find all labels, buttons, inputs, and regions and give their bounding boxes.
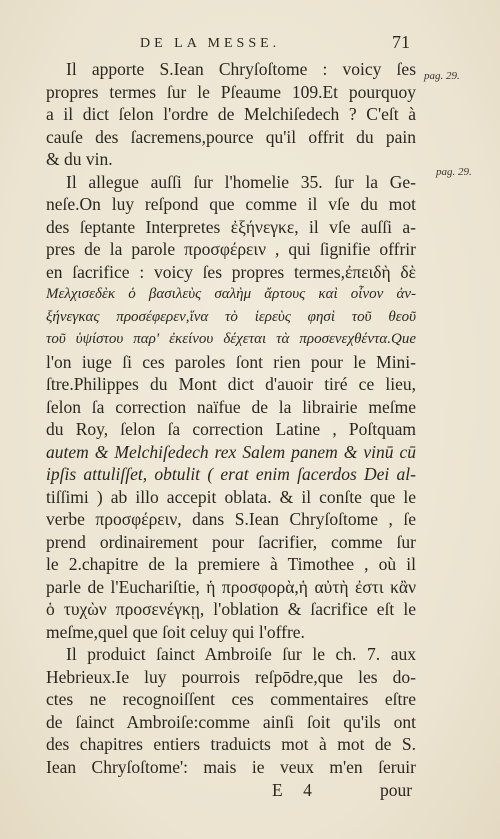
- text-line: Il allegue auſſi ſur l'homelie 35. ſur la Ge-: [66, 171, 416, 192]
- text-line: ſelon ſa correction naïfue de la librairie meſme: [46, 396, 416, 417]
- text-line: Il produict ſainct Ambroiſe ſur le ch. 7. aux: [66, 644, 416, 664]
- latin-quote-line: ipſis attuliſſet, obtulit ( erat enim ſacerdos Dei al-: [46, 464, 416, 484]
- latin-quote-line: autem & Melchiſedech rex Salem panem & vinū cū: [46, 441, 416, 462]
- text-line: du Roy, ſelon ſa correction Latine , Poſtquam: [46, 419, 416, 439]
- body-text: [46, 58, 416, 778]
- page-footer: [0, 780, 500, 804]
- text-line: propres termes ſur le Pſeaume 109.Et pourquoy: [46, 81, 416, 102]
- catchword: pour: [380, 780, 413, 800]
- page-number: 71: [392, 32, 410, 52]
- text-line: Hebrieux.Ie luy pourrois reſpōdre,que les do-: [46, 666, 416, 687]
- greek-quote-line: Μελχισεδὲκ ὁ βασιλεὺς σαλὴμ ἄρτους καὶ οἶνον ἀν-: [46, 286, 416, 302]
- text-line: cauſe des ſacremens,pource qu'il offrit du pain: [46, 126, 416, 147]
- text-line: de ſainct Ambroiſe:comme ainſi ſoit qu'ils ont: [46, 711, 416, 732]
- text-line: a il dict ſelon l'ordre de Melchiſedech ? C'eſt à: [46, 104, 416, 124]
- margin-note: pag. 29.: [424, 70, 460, 82]
- margin-note: pag. 29.: [436, 166, 472, 178]
- text-line: pres de la parole προσφέρειν , qui ſignifie offrir: [46, 239, 416, 259]
- text-line: en ſacrifice : voicy ſes propres termes,ἐπειδὴ δὲ: [46, 261, 416, 282]
- text-line: & du vin.: [46, 149, 113, 169]
- greek-quote-line: τοῦ ὑψίστου παρ' ἐκείνου δέχεται τὰ προσενεχθέντα.Que: [46, 331, 416, 347]
- text-line: des ſeptante Interpretes ἐξήνεγκε, il vſe auſſi a-: [46, 216, 416, 237]
- running-head: DE LA MESSE.: [140, 36, 281, 51]
- text-line: le 2.chapitre de la premiere à Timothee , où il: [46, 554, 416, 574]
- text-line: prend ordinairement pour ſacrifier, comme ſur: [46, 531, 416, 552]
- text-line: l'on iuge ſi ces paroles ſont rien pour le Mini-: [46, 351, 416, 372]
- text-line: ſtre.Philippes du Mont dict d'auoir tiré ce lieu,: [46, 374, 416, 394]
- text-line: parle de l'Euchariſtie, ἡ προσφορὰ,ἡ αὐτὴ ἐστι κἂν: [46, 576, 416, 597]
- greek-quote-line: ξήνεγκας προσέφερεν,ἵνα τὸ ἱερεὺς φησὶ τοῦ θεοῦ: [46, 308, 416, 325]
- text-line: ctes ne recognoiſſent ces commentaires eſtre: [46, 689, 416, 709]
- text-line: Il apporte S.Iean Chryſoſtome : voicy ſes: [66, 59, 416, 79]
- text-line: Iean Chryſoſtome': mais ie veux m'en ſeruir: [46, 756, 416, 777]
- text-line: meſme,quel que ſoit celuy qui l'offre.: [46, 621, 305, 642]
- page-header: [0, 32, 500, 56]
- text-line: ὁ τυχὼν προσενέγκῃ, l'oblation & ſacrifice eſt le: [46, 599, 416, 619]
- text-line: verbe προσφέρειν, dans S.Iean Chryſoſtome , ſe: [46, 509, 416, 529]
- text-line: neſe.On luy reſpond que comme il vſe du mot: [46, 194, 416, 214]
- text-line: des chapitres entiers traduicts mot à mot de S.: [46, 734, 416, 754]
- text-line: tiſſimi ) ab illo accepit oblata. & il conſte que le: [46, 486, 416, 507]
- signature-mark: E 4: [272, 780, 320, 800]
